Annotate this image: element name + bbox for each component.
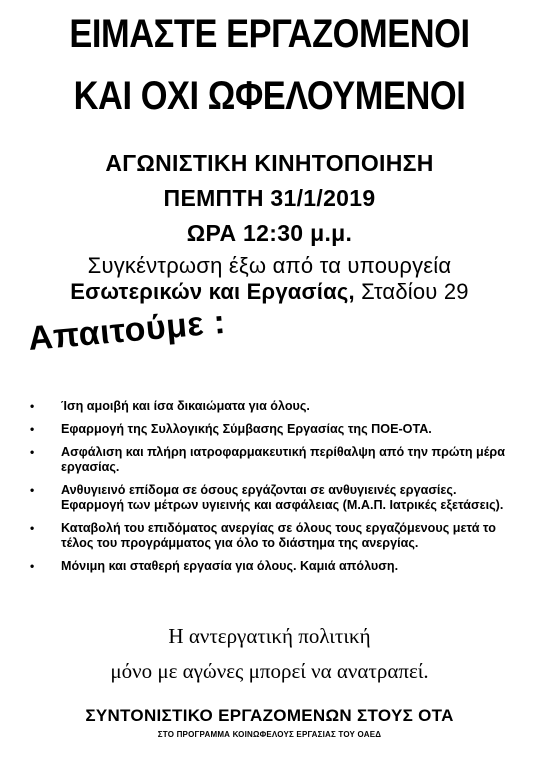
slogan-line-2: μόνο με αγώνες μπορεί να ανατραπεί.	[110, 659, 429, 683]
list-item: • Καταβολή του επιδόματος ανεργίας σε όλους τους εργαζόμενους μετά το τέλος του προγράμματος για όλο το διάστημα της ανεργίας.	[30, 521, 496, 550]
list-item: • Εφαρμογή της Συλλογικής Σύμβασης Εργασίας της ΠΟΕ-ΟΤΑ.	[30, 422, 432, 436]
list-item: • Ανθυγιεινό επίδομα σε όσους εργάζονται σε ανθυγιεινές εργασίες. Εφαρμογή των μέτρων υγιεινής και ασφάλειας (Μ.Α.Π. Ιατρικές εξετάσεις).	[30, 483, 504, 512]
event-time: ΩΡΑ 12:30 μ.μ.	[186, 220, 353, 246]
list-item: • Μόνιμη και σταθερή εργασία για όλους. Καμιά απόλυση.	[30, 559, 399, 573]
demands-list	[30, 399, 520, 582]
event-title: ΑΓΩΝΙΣΤΙΚΗ ΚΙΝΗΤΟΠΟΙΗΣΗ	[105, 150, 434, 176]
event-location-line-2	[0, 279, 539, 305]
bullet-icon: •	[30, 445, 35, 459]
event-date: ΠΕΜΠΤΗ 31/1/2019	[163, 185, 376, 211]
bullet-icon: •	[30, 521, 35, 535]
event-location-rest: Σταδίου 29	[354, 279, 469, 304]
footer-subtitle: ΣΤΟ ΠΡΟΓΡΑΜΜΑ ΚΟΙΝΩΦΕΛΟΥΣ ΕΡΓΑΣΙΑΣ ΤΟΥ ΟΑΕΔ	[157, 730, 382, 739]
list-item: • Ίση αμοιβή και ίσα δικαιώματα για όλους.	[30, 399, 310, 413]
footer-organization: ΣΥΝΤΟΝΙΣΤΙΚΟ ΕΡΓΑΖΟΜΕΝΩΝ ΣΤΟΥΣ ΟΤΑ	[85, 706, 454, 725]
demands-heading: Απαιτούμε :	[26, 302, 228, 359]
headline-line-1: ΕΙΜΑΣΤΕ ΕΡΓΑΖΟΜΕΝΟΙ	[69, 12, 470, 56]
headline-line-2: ΚΑΙ ΟΧΙ ΩΦΕΛΟΥΜΕΝΟΙ	[73, 74, 466, 118]
event-location-bold: Εσωτερικών και Εργασίας,	[70, 279, 355, 304]
bullet-icon: •	[30, 399, 35, 413]
list-item: • Ασφάλιση και πλήρη ιατροφαρμακευτική περίθαλψη από την πρώτη μέρα εργασίας.	[30, 445, 505, 474]
bullet-icon: •	[30, 422, 35, 436]
bullet-icon: •	[30, 483, 35, 497]
slogan-line-1: Η αντεργατική πολιτική	[168, 624, 371, 648]
event-location-line-1: Συγκέντρωση έξω από τα υπουργεία	[87, 253, 452, 278]
bullet-icon: •	[30, 559, 35, 573]
